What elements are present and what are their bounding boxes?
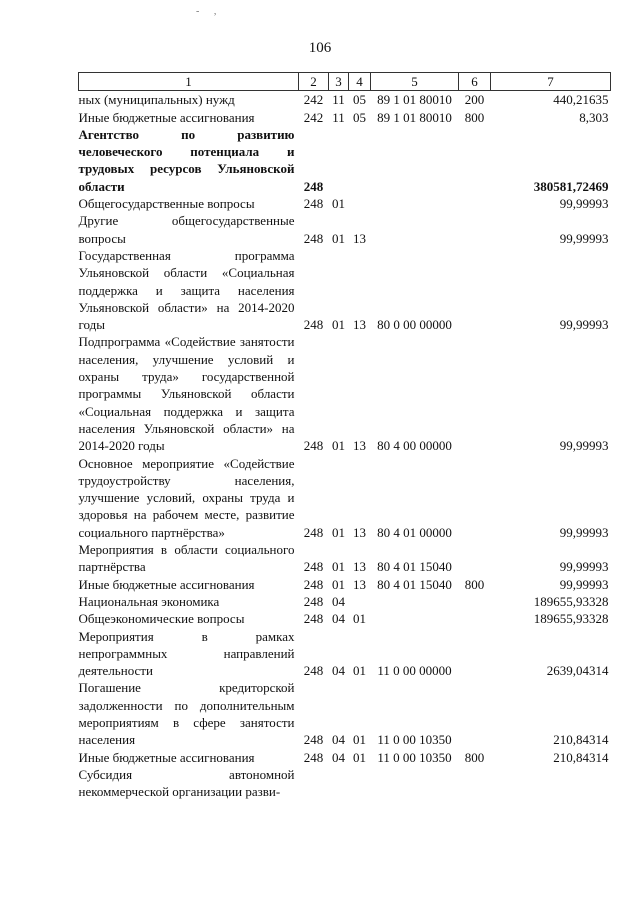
expense-type-code <box>459 195 491 212</box>
item-name: Агентство по развитию человеческого потенциала и трудовых ресурсов Ульяновской области <box>78 126 295 194</box>
target-article-code <box>371 195 459 212</box>
item-name: Иные бюджетные ассигнования <box>78 749 255 765</box>
expense-type-code <box>459 610 491 627</box>
item-name: Основное мероприятие «Содействие трудоустройству населения, улучшение условий, охраны труда и здоровья на рабочем месте, развитие социального партнёрства» <box>78 455 295 540</box>
section-code <box>329 766 349 801</box>
subsection-code: 13 <box>353 524 366 540</box>
target-article-code: 89 1 01 80010 <box>377 92 452 108</box>
ministry-code: 248 <box>303 196 324 212</box>
ministry-code: 248 <box>303 317 324 333</box>
target-article-code <box>371 126 459 195</box>
page-number: 106 <box>308 40 332 56</box>
expense-type-code: 800 <box>464 109 485 125</box>
ministry-code: 242 <box>303 92 324 108</box>
section-code <box>329 126 349 195</box>
section-code: 01 <box>332 438 345 454</box>
target-article-code <box>371 766 459 801</box>
subsection-code: 05 <box>353 109 366 125</box>
section-code: 04 <box>332 611 345 627</box>
ministry-code: 248 <box>303 576 324 592</box>
target-article-code <box>371 610 459 627</box>
subsection-code: 01 <box>353 663 366 679</box>
target-article-code: 80 0 00 00000 <box>377 317 452 333</box>
table-row <box>79 247 611 333</box>
table-row <box>79 212 611 247</box>
subsection-code: 13 <box>353 438 366 454</box>
subsection-code: 01 <box>353 732 366 748</box>
item-name: Другие общегосударственные вопросы <box>78 213 295 246</box>
amount: 99,99993 <box>559 576 609 592</box>
section-code: 04 <box>332 663 345 679</box>
subsection-code: 13 <box>353 559 366 575</box>
amount: 189655,93328 <box>533 593 609 609</box>
section-code: 04 <box>332 593 345 609</box>
table-row <box>79 576 611 593</box>
table-row <box>79 766 611 801</box>
section-code: 01 <box>332 196 345 212</box>
table-header-row <box>79 73 611 91</box>
section-code: 11 <box>332 92 345 108</box>
item-name: Общеэкономические вопросы <box>78 611 245 627</box>
table-row <box>79 333 611 454</box>
subsection-code <box>349 593 371 610</box>
ministry-code: 248 <box>303 749 324 765</box>
item-name: ных (муниципальных) нужд <box>78 92 235 108</box>
subsection-code: 01 <box>353 749 366 765</box>
scan-mark: - , <box>196 6 223 17</box>
subsection-code <box>349 195 371 212</box>
item-name: Иные бюджетные ассигнования <box>78 576 255 592</box>
expense-type-code <box>459 593 491 610</box>
column-header-2: 2 <box>299 73 329 91</box>
column-header-7: 7 <box>491 73 611 91</box>
target-article-code: 11 0 00 10350 <box>377 732 452 748</box>
expense-type-code <box>459 541 491 576</box>
ministry-code: 248 <box>303 559 324 575</box>
amount: 380581,72469 <box>533 178 609 194</box>
expense-type-code <box>459 455 491 541</box>
amount: 210,84314 <box>553 749 609 765</box>
target-article-code: 80 4 01 15040 <box>377 576 452 592</box>
item-name: Мероприятия в области социального партнёрства <box>78 542 295 575</box>
section-code: 01 <box>332 317 345 333</box>
table-row <box>79 195 611 212</box>
subsection-code <box>349 766 371 801</box>
section-code: 01 <box>332 230 345 246</box>
table-row <box>79 455 611 541</box>
amount: 189655,93328 <box>533 611 609 627</box>
target-article-code: 11 0 00 10350 <box>377 749 452 765</box>
ministry-code: 248 <box>303 178 324 194</box>
table-row <box>79 109 611 126</box>
section-code: 04 <box>332 732 345 748</box>
expense-type-code: 800 <box>464 576 485 592</box>
target-article-code: 89 1 01 80010 <box>377 109 452 125</box>
amount: 210,84314 <box>553 732 609 748</box>
budget-table <box>78 72 611 800</box>
item-name: Мероприятия в рамках непрограммных направлений деятельности <box>78 628 295 679</box>
item-name: Государственная программа Ульяновской области «Социальная поддержка и защита населения Ульяновской области» на 2014-2020 годы <box>78 247 295 333</box>
item-name: Подпрограмма «Содействие занятости населения, улучшение условий и охраны труда» государственной программы Ульяновской области «Социальная поддержка и защита населения Ульяновской области» на 2014-2020 годы <box>78 334 295 454</box>
section-code: 01 <box>332 576 345 592</box>
subsection-code: 13 <box>353 230 366 246</box>
expense-type-code <box>459 679 491 748</box>
section-code: 11 <box>332 109 345 125</box>
target-article-code: 80 4 00 00000 <box>377 438 452 454</box>
table-row <box>79 749 611 766</box>
subsection-code: 13 <box>353 576 366 592</box>
amount: 2639,04314 <box>546 663 609 679</box>
column-header-4: 4 <box>349 73 371 91</box>
expense-type-code <box>459 126 491 195</box>
amount <box>491 766 611 801</box>
ministry-code: 248 <box>303 230 324 246</box>
section-code: 01 <box>332 559 345 575</box>
amount: 99,99993 <box>559 438 609 454</box>
item-name: Общегосударственные вопросы <box>78 196 255 212</box>
item-name: Субсидия автономной некоммерческой организации разви- <box>78 766 295 800</box>
ministry-code: 248 <box>303 438 324 454</box>
table-row <box>79 628 611 680</box>
expense-type-code: 800 <box>464 749 485 765</box>
item-name: Национальная экономика <box>78 593 220 609</box>
ministry-code: 248 <box>303 524 324 540</box>
item-name: Погашение кредиторской задолженности по дополнительным мероприятиям в сфере занятости населения <box>78 680 295 748</box>
section-code: 01 <box>332 524 345 540</box>
table-row <box>79 126 611 195</box>
ministry-code: 248 <box>303 611 324 627</box>
subsection-code: 13 <box>353 317 366 333</box>
column-header-3: 3 <box>329 73 349 91</box>
ministry-code <box>299 766 329 801</box>
amount: 99,99993 <box>559 317 609 333</box>
subsection-code: 05 <box>353 92 366 108</box>
subsection-code: 01 <box>353 611 366 627</box>
ministry-code: 248 <box>303 593 324 609</box>
section-code: 04 <box>332 749 345 765</box>
expense-type-code: 200 <box>464 92 485 108</box>
target-article-code <box>371 212 459 247</box>
amount: 99,99993 <box>559 196 609 212</box>
amount: 8,303 <box>579 109 609 125</box>
target-article-code: 80 4 01 15040 <box>377 559 452 575</box>
ministry-code: 248 <box>303 732 324 748</box>
amount: 99,99993 <box>559 559 609 575</box>
expense-type-code <box>459 247 491 333</box>
expense-type-code <box>459 333 491 454</box>
amount: 99,99993 <box>559 524 609 540</box>
table-row <box>79 593 611 610</box>
table-row <box>79 541 611 576</box>
table-row <box>79 679 611 748</box>
ministry-code: 242 <box>303 109 324 125</box>
subsection-code <box>349 126 371 195</box>
ministry-code: 248 <box>303 663 324 679</box>
amount: 99,99993 <box>559 230 609 246</box>
target-article-code: 11 0 00 00000 <box>377 663 452 679</box>
column-header-5: 5 <box>371 73 459 91</box>
column-header-6: 6 <box>459 73 491 91</box>
expense-type-code <box>459 766 491 801</box>
table-row <box>79 610 611 627</box>
amount: 440,21635 <box>553 92 609 108</box>
column-header-1: 1 <box>79 73 299 91</box>
target-article-code: 80 4 01 00000 <box>377 524 452 540</box>
expense-type-code <box>459 628 491 680</box>
expense-type-code <box>459 212 491 247</box>
target-article-code <box>371 593 459 610</box>
table-row <box>79 91 611 109</box>
item-name: Иные бюджетные ассигнования <box>78 109 255 125</box>
table-body <box>79 91 611 801</box>
